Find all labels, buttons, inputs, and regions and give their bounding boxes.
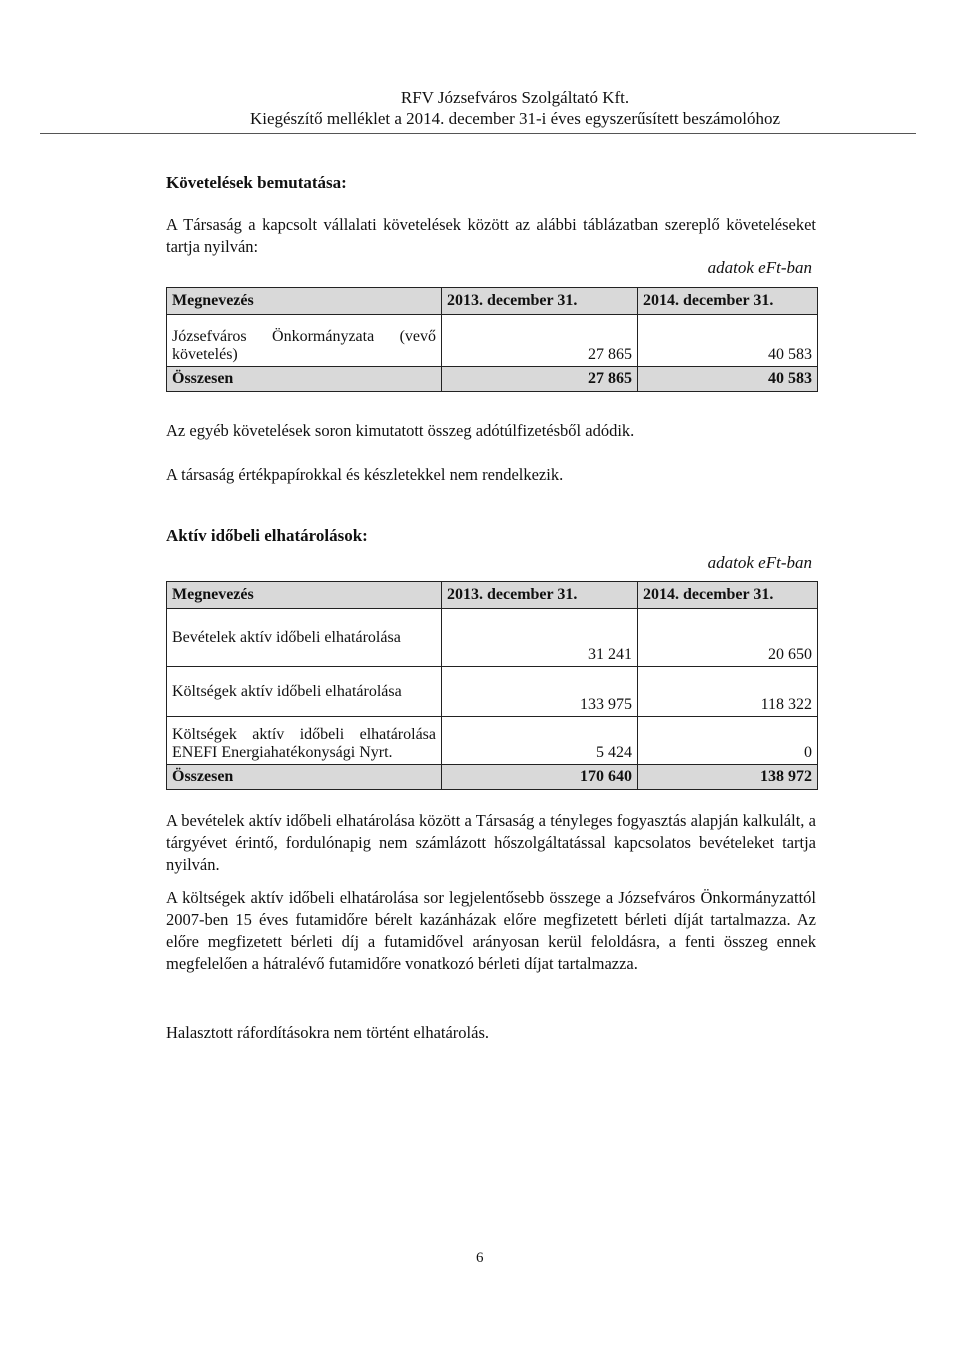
column-header-name: Megnevezés bbox=[167, 582, 442, 609]
column-header-2013: 2013. december 31. bbox=[442, 582, 638, 609]
row-name: Költségek aktív időbeli elhatárolása ENEFI Energiahatékonysági Nyrt. bbox=[167, 717, 442, 765]
column-header-name: Megnevezés bbox=[167, 288, 442, 315]
total-value-2014: 138 972 bbox=[638, 765, 818, 790]
row-name: Józsefváros Önkormányzata (vevő követelés) bbox=[167, 315, 442, 367]
column-header-2014: 2014. december 31. bbox=[638, 582, 818, 609]
table-total-row bbox=[167, 765, 818, 790]
row-value-2014: 20 650 bbox=[638, 609, 818, 667]
row-value-2013: 133 975 bbox=[442, 667, 638, 717]
table-row bbox=[167, 609, 818, 667]
header-divider bbox=[40, 133, 916, 134]
row-value-2013: 5 424 bbox=[442, 717, 638, 765]
accruals-table bbox=[166, 581, 818, 790]
document-subtitle: Kiegészítő melléklet a 2014. december 31-i éves egyszerűsített beszámolóhoz bbox=[249, 109, 781, 128]
row-value-2013: 27 865 bbox=[442, 315, 638, 367]
page-number: 6 bbox=[476, 1250, 484, 1266]
column-header-2014: 2014. december 31. bbox=[638, 288, 818, 315]
table-header-row bbox=[167, 288, 818, 315]
accruals-paragraph-3: Halasztott ráfordításokra nem történt elhatárolás. bbox=[166, 1023, 489, 1042]
total-value-2013: 27 865 bbox=[442, 367, 638, 392]
table-row bbox=[167, 315, 818, 367]
accruals-paragraph-1: A bevételek aktív időbeli elhatárolása között a Társaság a tényleges fogyasztás alapján kalkulált, a tárgyévet érintő, fordulónapig nem számlázott hőszolgáltatással kapcsolatos bevételeket tartja nyilván. bbox=[166, 811, 816, 874]
receivables-note-1: Az egyéb követelések soron kimutatott összeg adótúlfizetésből adódik. bbox=[166, 421, 635, 440]
column-header-2013: 2013. december 31. bbox=[442, 288, 638, 315]
receivables-intro: A Társaság a kapcsolt vállalati követelések között az alábbi táblázatban szereplő követeléseket tartja nyilván: bbox=[166, 215, 816, 256]
table-row bbox=[167, 667, 818, 717]
total-label: Összesen bbox=[167, 765, 442, 790]
row-name: Költségek aktív időbeli elhatárolása bbox=[167, 667, 442, 717]
row-value-2014: 118 322 bbox=[638, 667, 818, 717]
table-row bbox=[167, 717, 818, 765]
table-header-row bbox=[167, 582, 818, 609]
total-value-2013: 170 640 bbox=[442, 765, 638, 790]
accruals-unit: adatok eFt-ban bbox=[707, 553, 812, 572]
receivables-note-2: A társaság értékpapírokkal és készletekkel nem rendelkezik. bbox=[166, 465, 564, 484]
receivables-unit: adatok eFt-ban bbox=[707, 258, 812, 277]
receivables-title: Követelések bemutatása: bbox=[166, 173, 347, 192]
row-value-2013: 31 241 bbox=[442, 609, 638, 667]
total-value-2014: 40 583 bbox=[638, 367, 818, 392]
accruals-paragraph-2: A költségek aktív időbeli elhatárolása sor legjelentősebb összege a Józsefváros Önkormányzattól 2007-ben 15 éves futamidőre bérelt kazánházak előre megfizetett bérleti díját tartalmazza. Az előre megfizetett bérleti díj a futamidővel arányosan kerül feloldásra, a fenti összeg ennek megfelelően a hátralévő futamidőre vonatkozó bérleti díjat tartalmazza. bbox=[166, 888, 816, 973]
company-name: RFV Józsefváros Szolgáltató Kft. bbox=[400, 88, 630, 107]
table-total-row bbox=[167, 367, 818, 392]
page-header bbox=[0, 87, 960, 129]
row-value-2014: 0 bbox=[638, 717, 818, 765]
receivables-table bbox=[166, 287, 818, 392]
accruals-title: Aktív időbeli elhatárolások: bbox=[166, 526, 368, 545]
row-name: Bevételek aktív időbeli elhatárolása bbox=[167, 609, 442, 667]
total-label: Összesen bbox=[167, 367, 442, 392]
row-value-2014: 40 583 bbox=[638, 315, 818, 367]
